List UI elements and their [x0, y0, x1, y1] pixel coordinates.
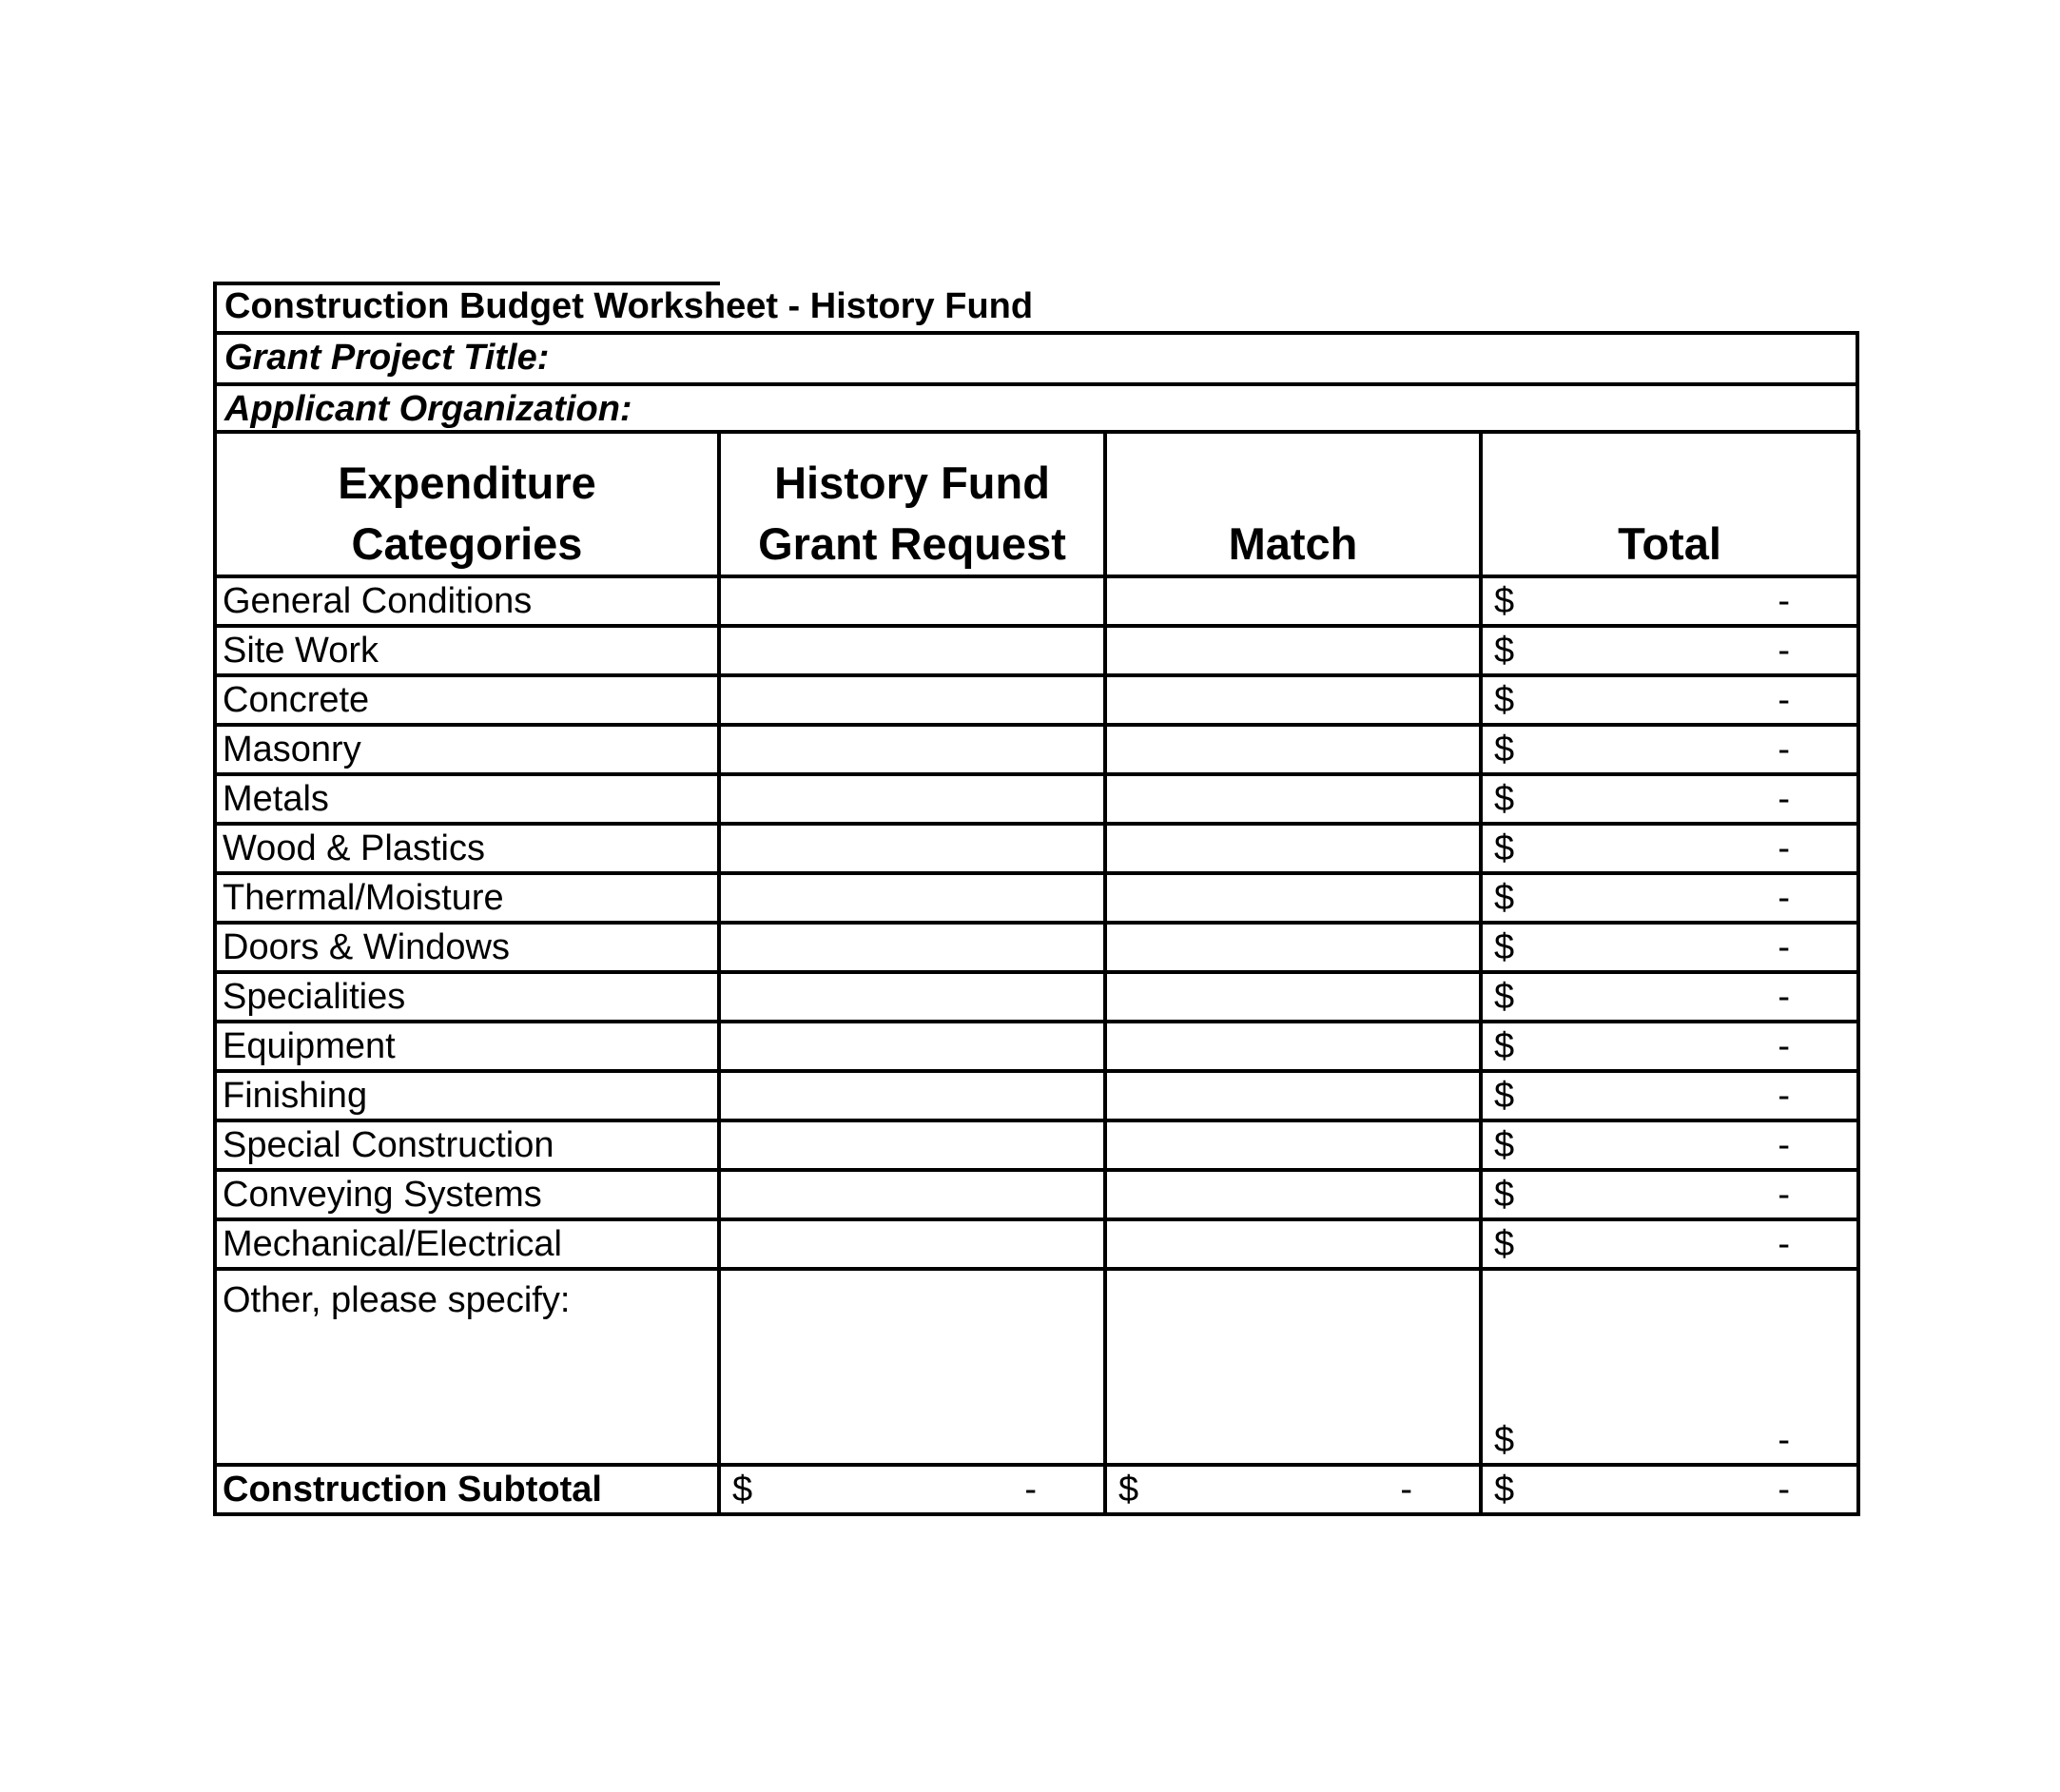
other-grant-cell[interactable] — [719, 1269, 1105, 1465]
header-total-text: Total — [1618, 518, 1721, 569]
match-cell[interactable] — [1105, 1219, 1481, 1269]
subtotal-total-cell — [1481, 1465, 1858, 1514]
total-cell — [1481, 1071, 1858, 1120]
total-cell — [1481, 1120, 1858, 1170]
table-row — [215, 873, 1858, 923]
amount-value: - — [1024, 1470, 1037, 1510]
other-category-cell[interactable] — [215, 1269, 719, 1465]
total-cell — [1481, 675, 1858, 725]
amount-value: - — [1778, 828, 1790, 868]
currency-symbol: $ — [1494, 878, 1515, 918]
category-cell — [215, 923, 719, 972]
budget-worksheet — [213, 282, 1859, 1516]
organization-field[interactable] — [217, 382, 1856, 430]
other-row — [215, 1269, 1858, 1465]
match-cell[interactable] — [1105, 675, 1481, 725]
table-row — [215, 1120, 1858, 1170]
header-match-text: Match — [1228, 518, 1358, 569]
project-title-label: Grant Project Title: — [224, 338, 550, 378]
category-label: Doors & Windows — [223, 927, 510, 967]
amount-value: - — [1400, 1470, 1412, 1510]
worksheet-title-text: Construction Budget Worksheet - History Fund — [224, 286, 1034, 326]
header-grant-request-line1: History Fund — [774, 458, 1050, 508]
grant-request-cell[interactable] — [719, 824, 1105, 873]
total-cell — [1481, 824, 1858, 873]
total-cell — [1481, 972, 1858, 1022]
amount-value: - — [1778, 680, 1790, 720]
amount-value: - — [1778, 730, 1790, 769]
amount-value: - — [1778, 1470, 1790, 1510]
grant-request-cell[interactable] — [719, 1071, 1105, 1120]
category-cell — [215, 824, 719, 873]
match-cell[interactable] — [1105, 1022, 1481, 1071]
grant-request-cell[interactable] — [719, 675, 1105, 725]
header-categories — [215, 432, 719, 576]
currency-symbol: $ — [1494, 730, 1515, 769]
amount-value: - — [1778, 878, 1790, 918]
project-title-field[interactable] — [217, 335, 1856, 382]
other-category-label: Other, please specify: — [223, 1280, 571, 1320]
table-row — [215, 824, 1858, 873]
currency-symbol: $ — [1494, 680, 1515, 720]
category-cell — [215, 1022, 719, 1071]
amount-value: - — [1778, 1076, 1790, 1116]
currency-symbol: $ — [1494, 1470, 1515, 1510]
category-label: Site Work — [223, 631, 379, 671]
category-cell — [215, 774, 719, 824]
worksheet-title — [213, 282, 1859, 331]
category-cell — [215, 675, 719, 725]
currency-symbol: $ — [1494, 1175, 1515, 1215]
header-grant-request-line2: Grant Request — [758, 518, 1066, 569]
currency-symbol: $ — [1494, 927, 1515, 967]
total-cell — [1481, 1022, 1858, 1071]
category-cell — [215, 1120, 719, 1170]
project-info-box — [213, 331, 1859, 434]
match-cell[interactable] — [1105, 725, 1481, 774]
category-cell — [215, 1219, 719, 1269]
grant-request-cell[interactable] — [719, 774, 1105, 824]
subtotal-row — [215, 1465, 1858, 1514]
currency-symbol: $ — [732, 1470, 753, 1510]
header-match — [1105, 432, 1481, 576]
currency-symbol: $ — [1118, 1470, 1139, 1510]
currency-symbol: $ — [1494, 631, 1515, 671]
table-row — [215, 774, 1858, 824]
category-cell — [215, 626, 719, 675]
subtotal-label: Construction Subtotal — [223, 1470, 602, 1510]
table-row — [215, 1170, 1858, 1219]
table-row — [215, 675, 1858, 725]
grant-request-cell[interactable] — [719, 1170, 1105, 1219]
category-label: Mechanical/Electrical — [223, 1224, 562, 1264]
grant-request-cell[interactable] — [719, 626, 1105, 675]
table-row — [215, 725, 1858, 774]
total-cell — [1481, 873, 1858, 923]
currency-symbol: $ — [1494, 828, 1515, 868]
header-total — [1481, 432, 1858, 576]
category-label: Equipment — [223, 1026, 396, 1066]
amount-value: - — [1778, 779, 1790, 819]
subtotal-match-cell — [1105, 1465, 1481, 1514]
amount-value: - — [1778, 1125, 1790, 1165]
match-cell[interactable] — [1105, 824, 1481, 873]
subtotal-grant-cell — [719, 1465, 1105, 1514]
category-label: Conveying Systems — [223, 1175, 542, 1215]
category-cell — [215, 972, 719, 1022]
grant-request-cell[interactable] — [719, 972, 1105, 1022]
table-row — [215, 576, 1858, 626]
category-label: Specialities — [223, 977, 406, 1017]
amount-value: - — [1778, 1420, 1790, 1460]
category-label: Thermal/Moisture — [223, 878, 504, 918]
currency-symbol: $ — [1494, 779, 1515, 819]
table-row — [215, 923, 1858, 972]
header-grant-request — [719, 432, 1105, 576]
match-cell[interactable] — [1105, 576, 1481, 626]
category-cell — [215, 1170, 719, 1219]
match-cell[interactable] — [1105, 774, 1481, 824]
category-label: Concrete — [223, 680, 370, 720]
category-cell — [215, 725, 719, 774]
amount-value: - — [1778, 1175, 1790, 1215]
grant-request-cell[interactable] — [719, 1120, 1105, 1170]
currency-symbol: $ — [1494, 1076, 1515, 1116]
currency-symbol: $ — [1494, 1125, 1515, 1165]
match-cell[interactable] — [1105, 1120, 1481, 1170]
category-label: General Conditions — [223, 581, 533, 621]
currency-symbol: $ — [1494, 1026, 1515, 1066]
amount-value: - — [1778, 1026, 1790, 1066]
total-cell — [1481, 576, 1858, 626]
currency-symbol: $ — [1494, 581, 1515, 621]
total-cell — [1481, 1219, 1858, 1269]
category-label: Finishing — [223, 1076, 368, 1116]
grant-request-cell[interactable] — [719, 1022, 1105, 1071]
match-cell[interactable] — [1105, 1071, 1481, 1120]
grant-request-cell[interactable] — [719, 1219, 1105, 1269]
category-rows — [215, 576, 1858, 1269]
amount-value: - — [1778, 1224, 1790, 1264]
match-cell[interactable] — [1105, 626, 1481, 675]
grant-request-cell[interactable] — [719, 873, 1105, 923]
match-cell[interactable] — [1105, 972, 1481, 1022]
table-row — [215, 1071, 1858, 1120]
total-cell — [1481, 923, 1858, 972]
amount-value: - — [1778, 631, 1790, 671]
header-categories-line2: Categories — [351, 518, 583, 569]
table-row — [215, 1219, 1858, 1269]
total-cell — [1481, 1170, 1858, 1219]
grant-request-cell[interactable] — [719, 576, 1105, 626]
amount-value: - — [1778, 927, 1790, 967]
category-cell — [215, 576, 719, 626]
organization-label: Applicant Organization: — [224, 389, 632, 429]
amount-value: - — [1778, 581, 1790, 621]
amount-value: - — [1778, 977, 1790, 1017]
match-cell[interactable] — [1105, 873, 1481, 923]
category-label: Masonry — [223, 730, 361, 769]
total-cell — [1481, 774, 1858, 824]
other-match-cell[interactable] — [1105, 1269, 1481, 1465]
category-label: Wood & Plastics — [223, 828, 485, 868]
subtotal-label-cell — [215, 1465, 719, 1514]
total-cell — [1481, 725, 1858, 774]
table-row — [215, 626, 1858, 675]
header-categories-line1: Expenditure — [338, 458, 596, 508]
match-cell[interactable] — [1105, 1170, 1481, 1219]
title-top-rule — [213, 282, 720, 285]
currency-symbol: $ — [1494, 1420, 1515, 1460]
total-cell — [1481, 626, 1858, 675]
budget-table — [213, 430, 1860, 1516]
table-header-row — [215, 432, 1858, 576]
category-label: Special Construction — [223, 1125, 554, 1165]
other-total-cell — [1481, 1269, 1858, 1465]
table-row — [215, 1022, 1858, 1071]
category-cell — [215, 1071, 719, 1120]
match-cell[interactable] — [1105, 923, 1481, 972]
currency-symbol: $ — [1494, 977, 1515, 1017]
grant-request-cell[interactable] — [719, 923, 1105, 972]
category-label: Metals — [223, 779, 329, 819]
currency-symbol: $ — [1494, 1224, 1515, 1264]
table-row — [215, 972, 1858, 1022]
grant-request-cell[interactable] — [719, 725, 1105, 774]
category-cell — [215, 873, 719, 923]
